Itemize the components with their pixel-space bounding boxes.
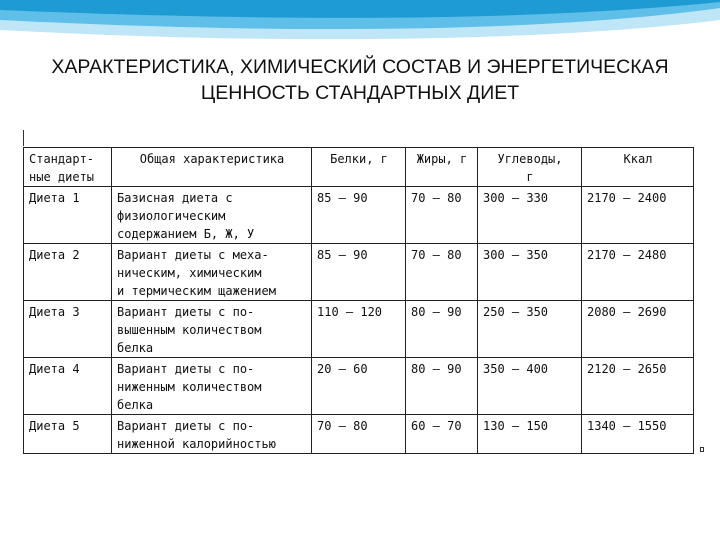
diet-description-cell <box>112 415 312 454</box>
table-row <box>24 358 694 415</box>
carbs-cell: 250 – 350 <box>478 301 582 358</box>
description-line: Вариант диеты с по- <box>117 305 255 319</box>
diet-name-cell: Диета 1 <box>24 187 112 244</box>
kcal-cell: 2080 – 2690 <box>582 301 694 358</box>
description-line: белка <box>117 398 154 412</box>
diet-name-cell: Диета 5 <box>24 415 112 454</box>
description-line: Вариант диеты с по- <box>117 419 255 433</box>
diet-name-cell: Диета 3 <box>24 301 112 358</box>
header-text: г <box>526 170 534 184</box>
description-line: вышенным количеством <box>117 323 262 337</box>
diet-name-cell: Диета 2 <box>24 244 112 301</box>
diet-description-cell <box>112 301 312 358</box>
table-row <box>24 301 694 358</box>
description-line: Вариант диеты с по- <box>117 362 255 376</box>
header-text: ные диеты <box>29 170 95 184</box>
header-cell-carbs <box>478 148 582 187</box>
protein-cell: 85 – 90 <box>312 187 406 244</box>
fat-cell: 70 – 80 <box>406 187 478 244</box>
diet-name-cell: Диета 4 <box>24 358 112 415</box>
kcal-cell: 2170 – 2480 <box>582 244 694 301</box>
description-line: содержанием Б, Ж, У <box>117 227 255 241</box>
carbs-cell: 350 – 400 <box>478 358 582 415</box>
kcal-cell: 2170 – 2400 <box>582 187 694 244</box>
protein-cell: 85 – 90 <box>312 244 406 301</box>
carbs-cell: 300 – 330 <box>478 187 582 244</box>
protein-cell: 110 – 120 <box>312 301 406 358</box>
header-cell-protein <box>312 148 406 187</box>
diet-description-cell <box>112 187 312 244</box>
header-text: Стандарт- <box>29 152 95 166</box>
diet-description-cell <box>112 358 312 415</box>
slide-title <box>0 54 720 106</box>
fat-cell: 80 – 90 <box>406 301 478 358</box>
protein-cell: 70 – 80 <box>312 415 406 454</box>
header-cell-kcal <box>582 148 694 187</box>
description-line: и термическим щажением <box>117 284 276 298</box>
description-line: белка <box>117 341 154 355</box>
slide-title-line-2: ЦЕННОСТЬ СТАНДАРТНЫХ ДИЕТ <box>200 82 520 104</box>
table-row <box>24 244 694 301</box>
description-line: физиологическим <box>117 209 226 223</box>
protein-cell: 20 – 60 <box>312 358 406 415</box>
fat-cell: 80 – 90 <box>406 358 478 415</box>
slide-title-line-1: ХАРАКТЕРИСТИКА, ХИМИЧЕСКИЙ СОСТАВ И ЭНЕРГЕТИЧЕСКАЯ <box>51 56 669 78</box>
header-text: Жиры, г <box>416 152 468 166</box>
description-line: Базисная диета с <box>117 191 233 205</box>
description-line: ническим, химическим <box>117 266 262 280</box>
header-cell-fat <box>406 148 478 187</box>
fat-cell: 60 – 70 <box>406 415 478 454</box>
header-text: Общая характеристика <box>139 152 285 166</box>
diet-table <box>23 147 694 454</box>
header-text: Углеводы, <box>497 152 563 166</box>
table-row <box>24 415 694 454</box>
carbs-cell: 130 – 150 <box>478 415 582 454</box>
kcal-cell: 1340 – 1550 <box>582 415 694 454</box>
fat-cell: 70 – 80 <box>406 244 478 301</box>
description-line: Вариант диеты с меха- <box>117 248 269 262</box>
header-cell-standard-diets <box>24 148 112 187</box>
paragraph-end-mark <box>700 447 704 452</box>
text-cursor-mark <box>23 130 24 146</box>
header-text: Белки, г <box>330 152 388 166</box>
header-cell-description <box>112 148 312 187</box>
kcal-cell: 2120 – 2650 <box>582 358 694 415</box>
carbs-cell: 300 – 350 <box>478 244 582 301</box>
header-text: Ккал <box>623 152 653 166</box>
table-row <box>24 187 694 244</box>
table-header-row <box>24 148 694 187</box>
description-line: ниженным количеством <box>117 380 262 394</box>
description-line: ниженной калорийностью <box>117 437 276 451</box>
diet-description-cell <box>112 244 312 301</box>
